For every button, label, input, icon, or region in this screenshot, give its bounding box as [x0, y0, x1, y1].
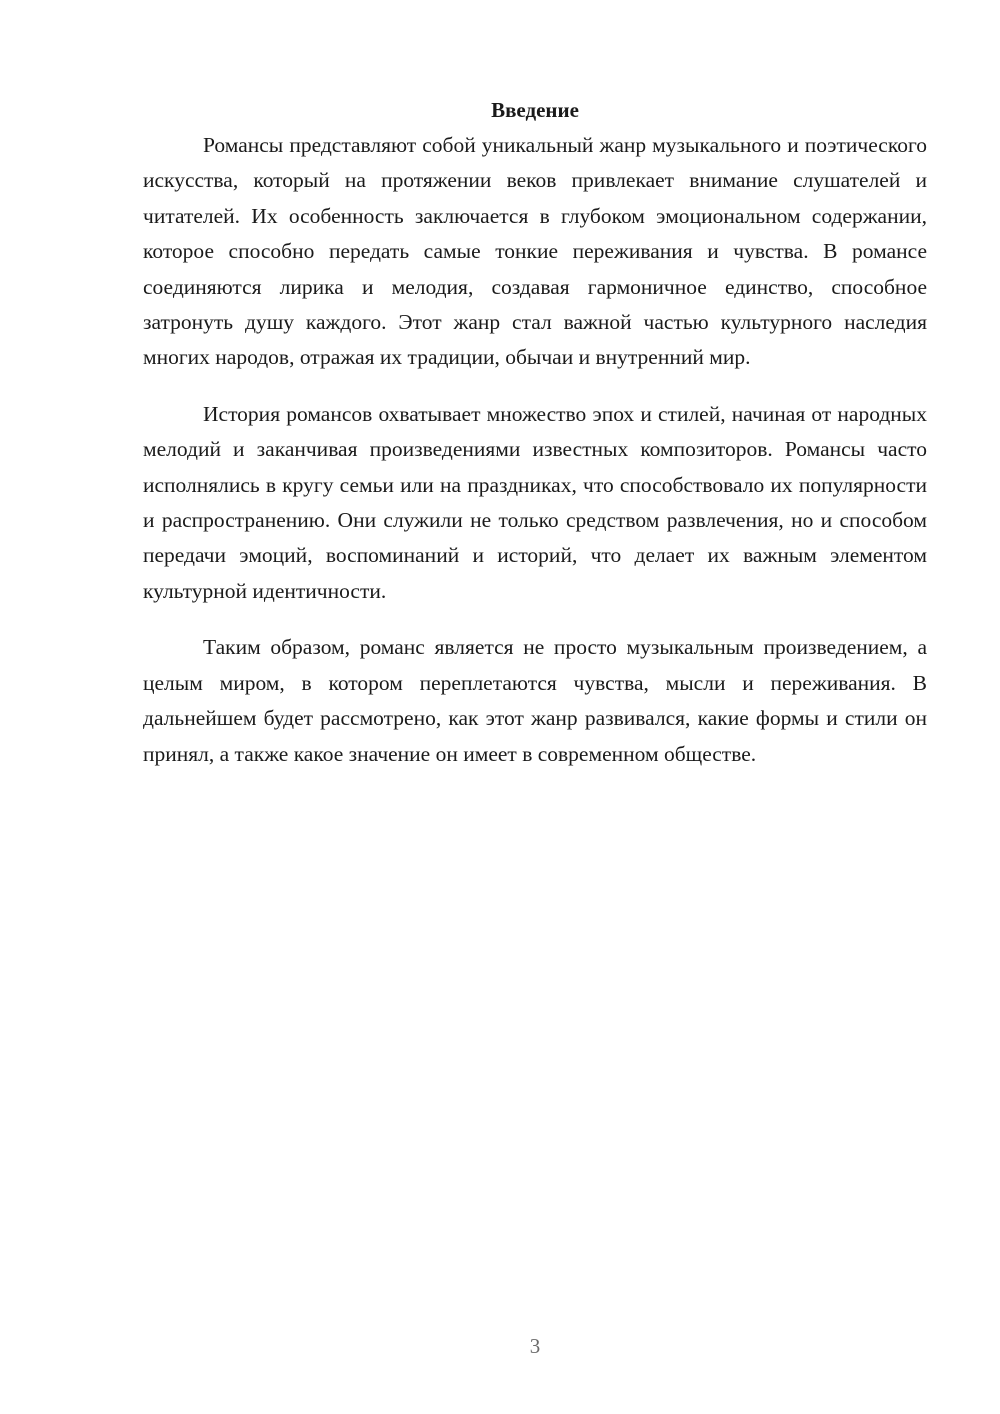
paragraph-1: Романсы представляют собой уникальный жанр музыкального и поэтического искусства, который на протяжении веков привлекает внимание слушателей и читателей. Их особенность заключается в глубоком эмоциональном содержании, которое способно передать самые тонкие переживания и чувства. В романсе соединяются лирика и мелодия, создавая гармоничное единство, способное затронуть душу каждого. Этот жанр стал важной частью культурного наследия многих народов, отражая их традиции, обычаи и внутренний мир. — [143, 133, 927, 370]
paragraph-3: Таким образом, романс является не просто музыкальным произведением, а целым миром, в котором переплетаются чувства, мысли и переживания. В дальнейшем будет рассмотрено, как этот жанр развивался, какие формы и стили он принял, а также какое значение он имеет в современном обществе. — [143, 635, 927, 766]
page-number: 3 — [529, 1334, 541, 1358]
page-content — [143, 92, 927, 772]
section-heading: Введение — [491, 98, 579, 122]
paragraph-2: История романсов охватывает множество эпох и стилей, начиная от народных мелодий и заканчивая произведениями известных композиторов. Романсы часто исполнялись в кругу семьи или на праздниках, что способствовало их популярности и распространению. Они служили не только средством развлечения, но и способом передачи эмоций, воспоминаний и историй, что делает их важным элементом культурной идентичности. — [143, 401, 927, 603]
